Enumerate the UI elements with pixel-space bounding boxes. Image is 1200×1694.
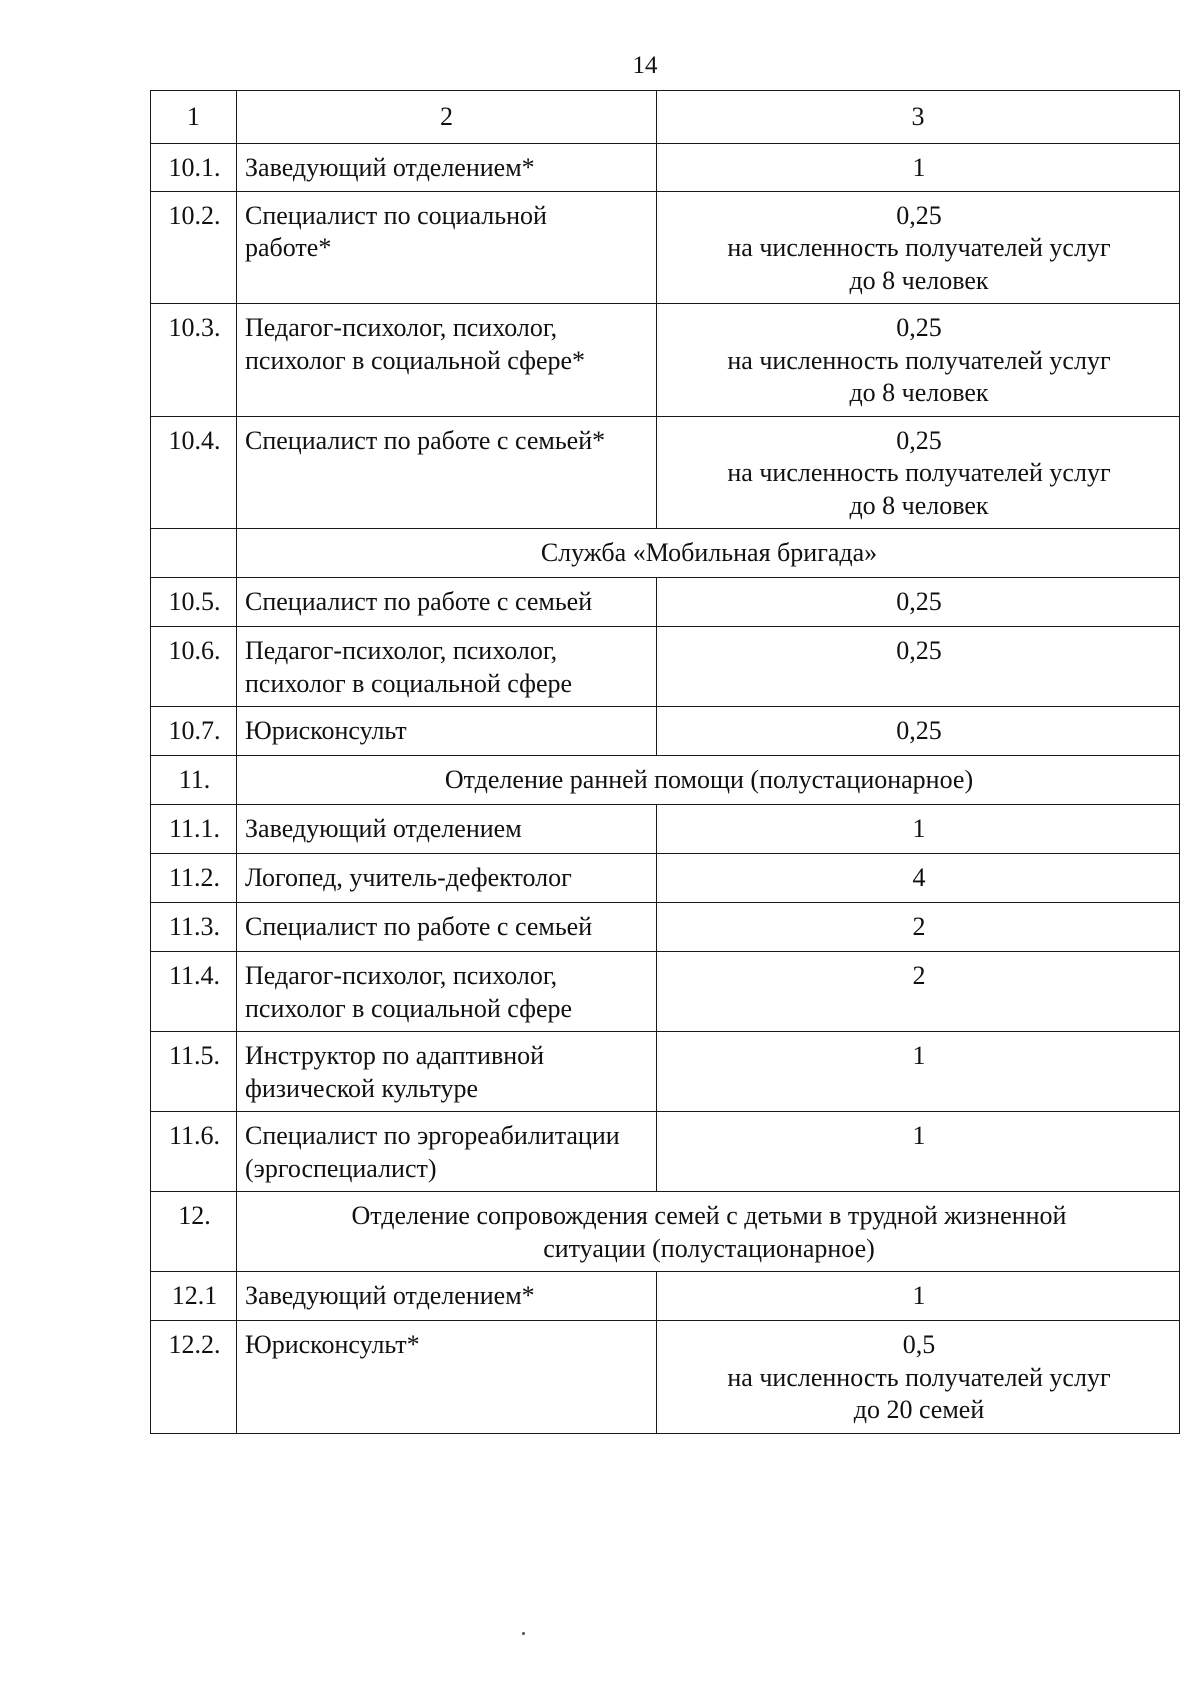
- quantity-line: 1: [912, 1121, 926, 1150]
- staff-quantity: [657, 578, 1180, 627]
- row-number: 12.: [151, 1192, 237, 1272]
- row-number: 10.4.: [151, 416, 237, 529]
- section-title: [237, 529, 1180, 578]
- quantity-line: 0,25: [896, 313, 942, 342]
- table-row: [151, 805, 1180, 854]
- section-row: [151, 756, 1180, 805]
- staff-quantity: [657, 1272, 1180, 1321]
- position-name-line: психолог в социальной сфере: [245, 993, 573, 1023]
- position-name-line: Педагог-психолог, психолог,: [245, 961, 558, 990]
- position-name-line: Педагог-психолог, психолог,: [245, 313, 558, 342]
- staff-quantity: [657, 707, 1180, 756]
- table-row: [151, 854, 1180, 903]
- staffing-table: [150, 90, 1180, 1434]
- quantity-line: 0,25: [896, 200, 942, 230]
- quantity-line: 2: [912, 912, 926, 941]
- position-name: [237, 416, 657, 529]
- row-number: 10.3.: [151, 304, 237, 417]
- section-title: [237, 756, 1180, 805]
- position-name-line: Юрисконсульт*: [245, 1330, 420, 1359]
- table-row: [151, 144, 1180, 192]
- row-number: 10.2.: [151, 191, 237, 304]
- quantity-line: 0,25: [896, 716, 942, 745]
- quantity-line: 1: [912, 153, 926, 182]
- staff-quantity: [657, 1112, 1180, 1192]
- position-name-line: физической культуре: [245, 1073, 478, 1103]
- section-title: [237, 1192, 1180, 1272]
- section-title-line: Служба «Мобильная бригада»: [540, 538, 878, 567]
- row-number: 10.7.: [151, 707, 237, 756]
- table-row: [151, 903, 1180, 952]
- position-name: [237, 903, 657, 952]
- staff-quantity: [657, 144, 1180, 192]
- position-name: [237, 1032, 657, 1112]
- position-name-line: (эргоспециалист): [245, 1153, 437, 1183]
- position-name: [237, 191, 657, 304]
- position-name: [237, 627, 657, 707]
- row-number: 11.6.: [151, 1112, 237, 1192]
- table-row: [151, 707, 1180, 756]
- table-row: [151, 1032, 1180, 1112]
- position-name-line: Юрисконсульт: [245, 716, 407, 745]
- staff-quantity: [657, 627, 1180, 707]
- row-number: 11.2.: [151, 854, 237, 903]
- quantity-line: на численность получателей услуг: [727, 345, 1111, 375]
- section-title-line: Отделение сопровождения семей с детьми в трудной жизненной: [351, 1201, 1067, 1230]
- position-name-line: Логопед, учитель-дефектолог: [245, 863, 572, 892]
- position-name: [237, 952, 657, 1032]
- position-name-line: Специалист по социальной: [245, 200, 547, 230]
- position-name-line: Заведующий отделением*: [245, 153, 535, 182]
- position-name: [237, 1272, 657, 1321]
- page-number: 14: [632, 52, 658, 79]
- row-number: 10.6.: [151, 627, 237, 707]
- quantity-line: 1: [912, 1281, 926, 1310]
- quantity-line: до 8 человек: [849, 490, 989, 520]
- table-row: [151, 1272, 1180, 1321]
- staff-quantity: [657, 854, 1180, 903]
- staff-quantity: [657, 952, 1180, 1032]
- row-number: 11.4.: [151, 952, 237, 1032]
- row-number: 12.2.: [151, 1321, 237, 1434]
- quantity-line: 4: [912, 863, 926, 892]
- header-col-3: 3: [657, 91, 1180, 144]
- row-number: 10.5.: [151, 578, 237, 627]
- quantity-line: 0,25: [896, 587, 942, 616]
- position-name-line: Специалист по работе с семьей: [245, 587, 593, 616]
- staff-quantity: [657, 191, 1180, 304]
- quantity-line: до 20 семей: [853, 1395, 985, 1424]
- position-name-line: Специалист по эргореабилитации: [245, 1121, 620, 1150]
- staff-quantity: [657, 1321, 1180, 1434]
- quantity-line: 1: [912, 1041, 926, 1070]
- position-name: [237, 707, 657, 756]
- staff-quantity: [657, 903, 1180, 952]
- quantity-line: 1: [912, 814, 926, 843]
- quantity-line: 0,25: [896, 425, 942, 455]
- row-number: 10.1.: [151, 144, 237, 192]
- quantity-line: 0,5: [902, 1330, 936, 1359]
- quantity-line: 0,25: [896, 636, 942, 665]
- quantity-line: до 8 человек: [849, 265, 989, 295]
- table-row: [151, 578, 1180, 627]
- row-number: [151, 529, 237, 578]
- position-name: [237, 854, 657, 903]
- table-header-row: [151, 91, 1180, 144]
- position-name-line: Заведующий отделением: [245, 814, 522, 843]
- scan-speck: [522, 1632, 525, 1635]
- staff-quantity: [657, 805, 1180, 854]
- position-name: [237, 304, 657, 417]
- section-title-line: ситуации (полустационарное): [543, 1233, 875, 1263]
- position-name: [237, 578, 657, 627]
- position-name-line: Специалист по работе с семьей: [245, 912, 593, 941]
- table-row: [151, 627, 1180, 707]
- position-name-line: психолог в социальной сфере: [245, 668, 573, 698]
- staff-quantity: [657, 1032, 1180, 1112]
- quantity-line: на численность получателей услуг: [727, 1362, 1111, 1392]
- quantity-line: на численность получателей услуг: [727, 233, 1111, 262]
- section-row: [151, 1192, 1180, 1272]
- position-name: [237, 144, 657, 192]
- position-name: [237, 1112, 657, 1192]
- row-number: 11.5.: [151, 1032, 237, 1112]
- header-col-1: 1: [151, 91, 237, 144]
- position-name-line: Инструктор по адаптивной: [245, 1041, 545, 1070]
- table-row: [151, 304, 1180, 417]
- position-name-line: Педагог-психолог, психолог,: [245, 636, 558, 665]
- quantity-line: до 8 человек: [849, 378, 989, 407]
- section-title-line: Отделение ранней помощи (полустационарное): [444, 765, 974, 794]
- table-row: [151, 1321, 1180, 1434]
- position-name-line: Специалист по работе с семьей*: [245, 425, 606, 455]
- position-name: [237, 1321, 657, 1434]
- row-number: 12.1: [151, 1272, 237, 1321]
- row-number: 11.1.: [151, 805, 237, 854]
- staff-quantity: [657, 304, 1180, 417]
- position-name-line: психолог в социальной сфере*: [245, 345, 586, 375]
- quantity-line: 2: [912, 961, 926, 990]
- row-number: 11.: [151, 756, 237, 805]
- position-name-line: Заведующий отделением*: [245, 1281, 535, 1310]
- table-row: [151, 191, 1180, 304]
- position-name-line: работе*: [245, 233, 332, 262]
- row-number: 11.3.: [151, 903, 237, 952]
- quantity-line: на численность получателей услуг: [727, 458, 1111, 487]
- staff-quantity: [657, 416, 1180, 529]
- table-row: [151, 416, 1180, 529]
- table-row: [151, 952, 1180, 1032]
- header-col-2: 2: [237, 91, 657, 144]
- section-row: [151, 529, 1180, 578]
- position-name: [237, 805, 657, 854]
- table-row: [151, 1112, 1180, 1192]
